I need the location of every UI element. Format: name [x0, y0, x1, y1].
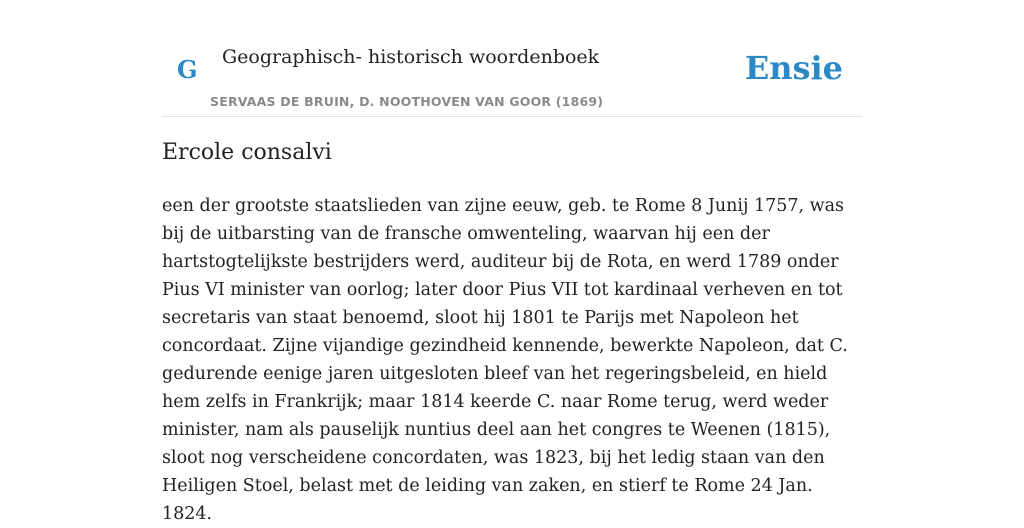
entry-body: een der grootste staatslieden van zijne eeuw, geb. te Rome 8 Junij 1757, was bij de uitbarsting van de fransche omwenteling, waarvan hij een der hartstogtelijkste bestrijders werd, auditeur bij de Rota, en werd 1789 onder Pius VI minister van oorlog; later door Pius VII tot kardinaal verheven en tot secretaris van staat benoemd, sloot hij 1801 te Parijs met Napoleon het concordaat. Zijne vijandige gezindheid kennende, bewerkte Napoleon, dat C. gedurende eenige jaren uitgesloten bleef van het regeringsbeleid, en hield hem zelfs in Frankrijk; maar 1814 keerde C. naar Rome terug, werd weder minister, nam als pauselijk nuntius deel aan het congres te Weenen (1815), sloot nog verscheidene concordaten, was 1823, bij het ledig staan van den Heiligen Stoel, belast met de leiding van zaken, en stierf te Rome 24 Jan. 1824. — [162, 196, 848, 524]
entry-title: Ercole consalvi — [162, 140, 332, 165]
book-header — [162, 0, 862, 117]
book-title-link[interactable]: Geographisch- historisch woordenboek — [222, 46, 600, 68]
ensie-logo[interactable]: Ensie — [744, 49, 843, 87]
book-author: SERVAAS DE BRUIN, D. NOOTHOVEN VAN GOOR (1869) — [210, 94, 604, 109]
book-letter-badge[interactable]: G — [177, 55, 198, 84]
